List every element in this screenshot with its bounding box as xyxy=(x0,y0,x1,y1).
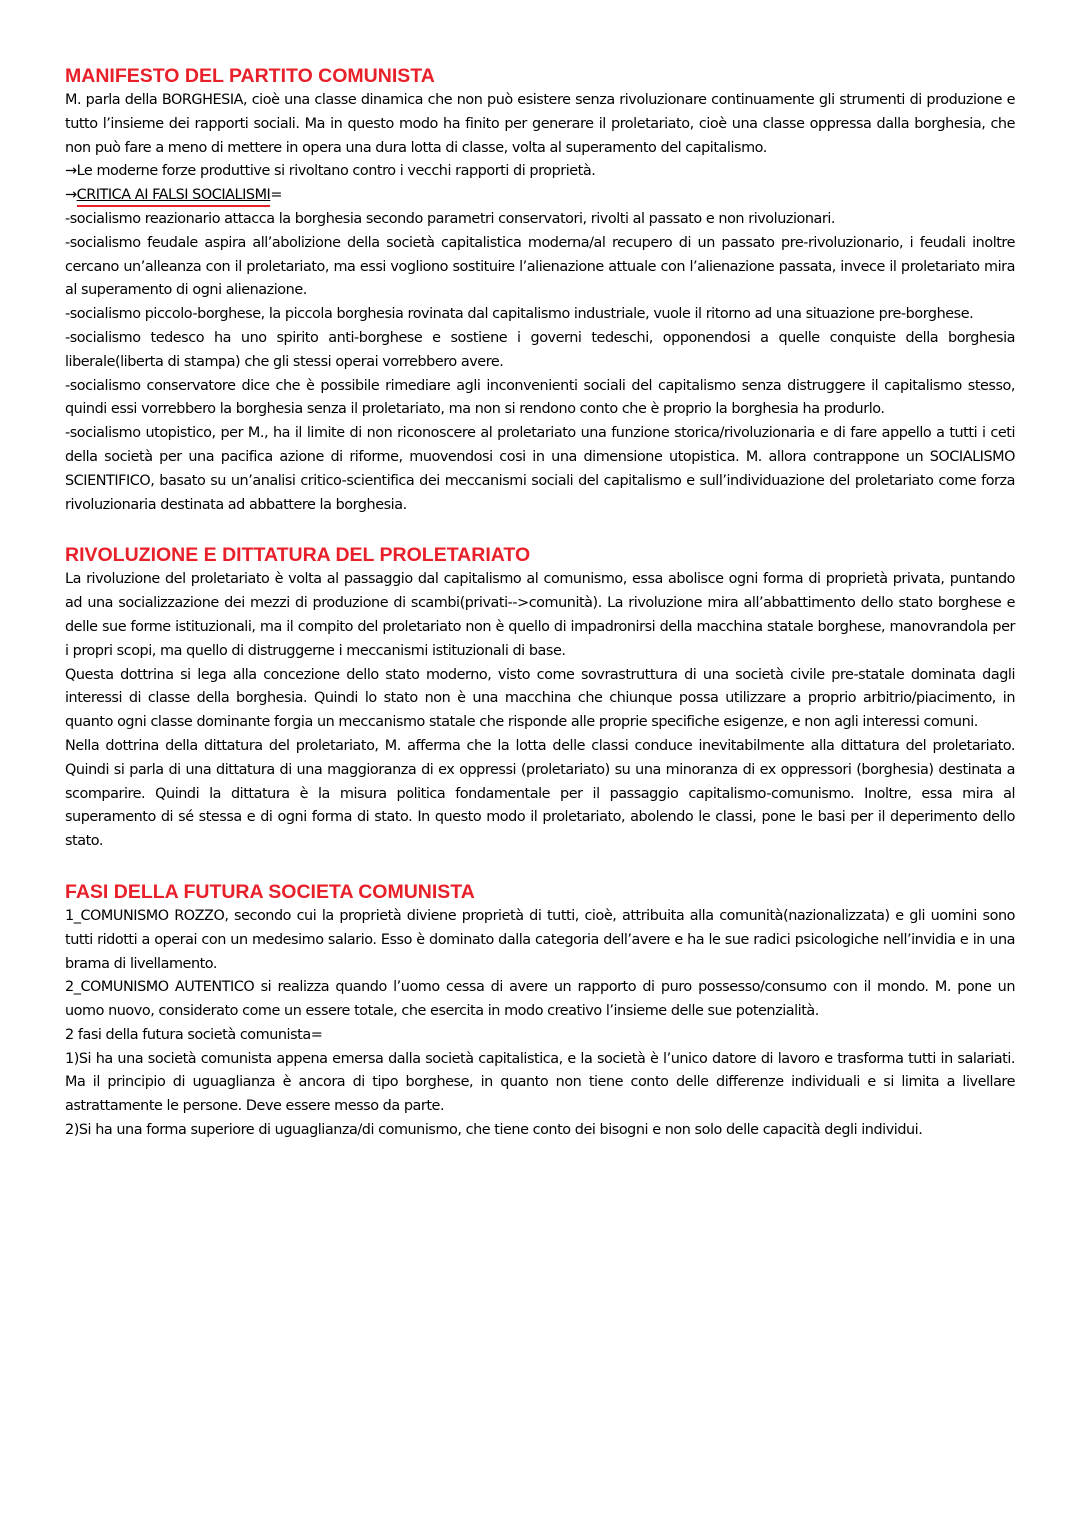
list-item: -socialismo tedesco ha uno spirito anti-borghese e sostiene i governi tedeschi, opponendosi a quelle conquiste della borghesia liberale(liberta di stampa) che gli stessi operai vorrebbero avere. xyxy=(65,329,1015,370)
document-page xyxy=(65,64,1015,1169)
section-heading: RIVOLUZIONE E DITTATURA DEL PROLETARIATO xyxy=(65,544,531,567)
section-rivoluzione xyxy=(65,543,1015,854)
paragraph-arrow-line xyxy=(65,160,1015,184)
paragraph: 1)Si ha una società comunista appena emersa dalla società capitalistica, e la società è l’unico datore di lavoro e trasforma tutti in salariati. Ma il principio di uguaglianza è ancora di tipo borghese, in quanto non tiene conto delle differenze individuali e si limita a livellare astrattamente le persone. Deve essere messo da parte. xyxy=(65,1050,1015,1115)
section-fasi xyxy=(65,880,1015,1143)
equals-sign: = xyxy=(270,187,282,204)
section-manifesto xyxy=(65,64,1015,517)
paragraph: 2)Si ha una forma superiore di uguaglianza/di comunismo, che tiene conto dei bisogni e non solo delle capacità degli individui. xyxy=(65,1122,923,1139)
paragraph: 1_COMUNISMO ROZZO, secondo cui la proprietà diviene proprietà di tutti, cioè, attribuita alla comunità(nazionalizzata) e gli uomini sono tutti ridotti a operai con un medesimo salario. Esso è dominato dalla categoria dell’avere e ha le sue radici psicologiche nell’invidia e in una brama di livellamento. xyxy=(65,907,1015,972)
paragraph: 2_COMUNISMO AUTENTICO si realizza quando l’uomo cessa di avere un rapporto di puro possesso/consumo con il mondo. M. pone un uomo nuovo, considerato come un essere totale, che esercita in modo creativo l’insieme delle sue potenzialità. xyxy=(65,979,1015,1020)
section-heading: FASI DELLA FUTURA SOCIETA COMUNISTA xyxy=(65,880,475,903)
list-item: -socialismo piccolo-borghese, la piccola borghesia rovinata dal capitalismo industriale, vuole il ritorno ad una situazione pre-borghese. xyxy=(65,306,974,323)
list-item: -socialismo reazionario attacca la borghesia secondo parametri conservatori, rivolti al passato e non rivoluzionari. xyxy=(65,210,836,227)
paragraph: 2 fasi della futura società comunista= xyxy=(65,1026,323,1043)
subheading-critica xyxy=(65,184,1015,208)
paragraph-text: Le moderne forze produttive si rivoltano contro i vecchi rapporti di proprietà. xyxy=(76,163,596,180)
list-item: -socialismo conservatore dice che è possibile rimediare agli inconvenienti sociali del capitalismo senza distruggere il capitalismo stesso, quindi essi vorrebbero la borghesia senza il proletariato, ma non si rendono conto che è proprio la borghesia ha produrlo. xyxy=(65,377,1015,418)
paragraph: Nella dottrina della dittatura del proletariato, M. afferma che la lotta delle classi conduce inevitabilmente alla dittatura del proletariato. Quindi si parla di una dittatura di una maggioranza di ex oppressi (proletariato) su una minoranza di ex oppressori (borghesia) destinata a scomparire. Quindi la dittatura è la misura politica fondamentale per il passaggio capitalismo-comunismo. Inoltre, essa mira al superamento di sé stessa e di ogni forma di stato. In questo modo il proletariato, abolendo le classi, pone le basi per il deperimento dello stato. xyxy=(65,737,1015,850)
arrow-icon: → xyxy=(65,163,77,180)
section-heading: MANIFESTO DEL PARTITO COMUNISTA xyxy=(65,65,435,87)
arrow-icon: → xyxy=(65,187,77,204)
list-item: -socialismo utopistico, per M., ha il limite di non riconoscere al proletariato una funzione storica/rivoluzionaria e di fare appello a tutti i ceti della società per una pacifica azione di riforme, muovendosi cosi in una dimensione utopistica. M. allora contrappone un SOCIALISMO SCIENTIFICO, basato su un’analisi critico-scientifica dei meccanismi sociali del capitalismo e sull’individuazione del proletariato come forza rivoluzionaria destinata ad abbattere la borghesia. xyxy=(65,425,1015,513)
paragraph: M. parla della BORGHESIA, cioè una classe dinamica che non può esistere senza rivoluzionare continuamente gli strumenti di produzione e tutto l’insieme dei rapporti sociali. Ma in questo modo ha finito per generare il proletariato, cioè una classe oppressa dalla borghesia, che non può fare a meno di mettere in opera una dura lotta di classe, volta al superamento del capitalismo. xyxy=(65,92,1015,156)
underlined-subheading: CRITICA AI FALSI SOCIALISMI xyxy=(77,184,271,208)
list-item: -socialismo feudale aspira all’abolizione della società capitalistica moderna/al recupero di un passato pre-rivoluzionario, i feudali inoltre cercano un’alleanza con il proletariato, ma essi vogliono sostituire l’alienazione attuale con l’alienazione passata, invece il proletariato mira al superamento di ogni alienazione. xyxy=(65,234,1015,299)
paragraph: Questa dottrina si lega alla concezione dello stato moderno, visto come sovrastruttura di una società civile pre-statale dominata dagli interessi di classe della borghesia. Quindi lo stato non è una macchina che chiunque possa utilizzare a proprio arbitrio/piacimento, in quanto ogni classe dominante forgia un meccanismo statale che risponde alle proprie specifiche esigenze, e non agli interessi comuni. xyxy=(65,666,1015,731)
paragraph: La rivoluzione del proletariato è volta al passaggio dal capitalismo al comunismo, essa abolisce ogni forma di proprietà privata, puntando ad una socializzazione dei mezzi di produzione di scambi(privati-->comunità). La rivoluzione mira all’abbattimento dello stato borghese e delle sue forme istituzionali, ma il compito del proletariato non è quello di impadronirsi della macchina statale borghese, manovrandola per i propri scopi, ma quello di distruggerne i meccanismi istituzionali di base. xyxy=(65,571,1015,659)
